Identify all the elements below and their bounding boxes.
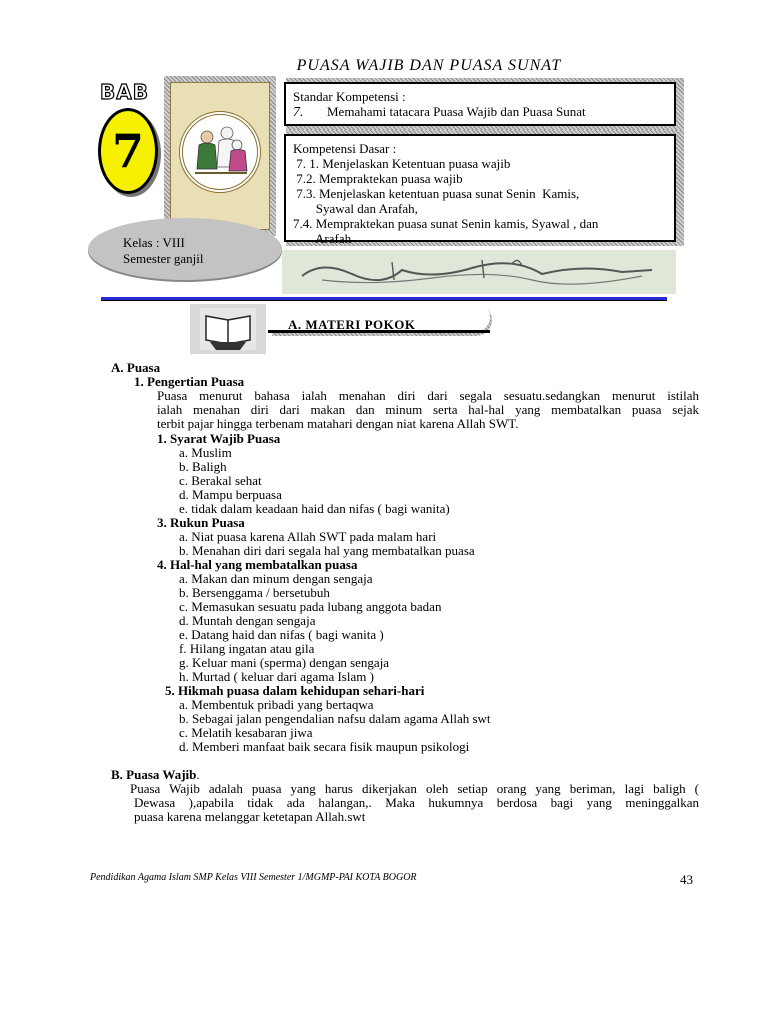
list-item: d. Mampu berpuasa: [179, 487, 282, 502]
paragraph-line: Dewasa ),apabila tidak ada halangan,. Maka hukumnya berdosa bagi yang meninggalkan: [134, 795, 699, 810]
kompetensi-item: 7.2. Mempraktekan puasa wajib: [293, 171, 463, 186]
calligraphy-banner: [282, 250, 676, 294]
list-item: e. Datang haid dan nifas ( bagi wanita ): [179, 627, 384, 642]
list-item: b. Sebagai jalan pengendalian nafsu dalam agama Allah swt: [179, 711, 491, 726]
page-number: 43: [680, 872, 693, 887]
book-icon-frame: [190, 304, 266, 354]
list-item: a. Niat puasa karena Allah SWT pada malam hari: [179, 529, 437, 544]
bab-label: BAB: [100, 80, 149, 104]
paragraph-line: Puasa menurut bahasa ialah menahan diri dari segala sesuatu.sedangkan menurut istilah: [157, 388, 699, 403]
paragraph-line: terbit pajar hingga terbenam matahari dengan niat karena Allah SWT.: [157, 416, 519, 431]
section-b-suffix: .: [196, 767, 200, 782]
kelas-info: [123, 235, 204, 267]
kompetensi-item: Arafah: [293, 231, 352, 246]
standar-number: 7.: [293, 105, 304, 120]
hikmah-heading: 5. Hikmah puasa dalam kehidupan sehari-hari: [165, 683, 425, 698]
syarat-heading: 1. Syarat Wajib Puasa: [157, 431, 281, 446]
list-item: f. Hilang ingatan atau gila: [179, 641, 315, 656]
standar-item: [293, 104, 667, 120]
list-item: d. Muntah dengan sengaja: [179, 613, 316, 628]
list-item: b. Bersenggama / bersetubuh: [179, 585, 330, 600]
list-item: a. Membentuk pribadi yang bertaqwa: [179, 697, 374, 712]
batal-heading: 4. Hal-hal yang membatalkan puasa: [157, 557, 358, 572]
chapter-number: 7: [111, 124, 144, 178]
kompetensi-item: 7.4. Mempraktekan puasa sunat Senin kamis, Syawal , dan: [293, 216, 599, 231]
kompetensi-item: Syawal dan Arafah,: [293, 201, 418, 216]
paragraph-line: ialah menahan diri dari makan dan minum serta hal-hal yang membatalkan puasa sejak: [157, 402, 699, 417]
paragraph-line: puasa karena melanggar ketetapan Allah.swt: [134, 809, 366, 824]
list-item: b. Baligh: [179, 459, 227, 474]
pengertian-heading: 1. Pengertian Puasa: [134, 374, 245, 389]
section-divider: [101, 297, 667, 301]
kompetensi-item: 7.3. Menjelaskan ketentuan puasa sunat Senin Kamis,: [293, 186, 580, 201]
section-b-heading: [111, 768, 200, 782]
section-b-title: B. Puasa Wajib: [111, 767, 197, 782]
list-item: a. Makan dan minum dengan sengaja: [179, 571, 373, 586]
chapter-number-badge: [98, 108, 158, 194]
list-item: d. Memberi manfaat baik secara fisik maupun psikologi: [179, 739, 470, 754]
list-item: c. Melatih kesabaran jiwa: [179, 725, 313, 740]
standar-heading: Standar Kompetensi :: [293, 89, 406, 104]
list-item: c. Berakal sehat: [179, 473, 262, 488]
paragraph-line: Puasa Wajib adalah puasa yang harus dikerjakan oleh setiap orang yang beriman, lagi baligh (: [130, 781, 699, 796]
book-icon: [190, 304, 266, 354]
list-item: b. Menahan diri dari segala hal yang membatalkan puasa: [179, 543, 475, 558]
page-title: PUASA WAJIB DAN PUASA SUNAT: [296, 57, 562, 74]
list-item: g. Keluar mani (sperma) dengan sengaja: [179, 655, 390, 670]
kompetensi-dasar-box: [284, 134, 676, 246]
standar-text: Memahami tatacara Puasa Wajib dan Puasa Sunat: [327, 104, 586, 119]
semester-label: Semester ganjil: [123, 251, 204, 266]
footer-text: Pendidikan Agama Islam SMP Kelas VIII Semester 1/MGMP-PAI KOTA BOGOR: [90, 872, 417, 883]
kompetensi-item: 7. 1. Menjelaskan Ketentuan puasa wajib: [293, 156, 511, 171]
kelas-label: Kelas : VIII: [123, 235, 185, 250]
illustration: [179, 111, 261, 193]
calligraphy-icon: [282, 250, 676, 294]
kompetensi-heading: Kompetensi Dasar :: [293, 141, 397, 156]
standar-kompetensi-box: [284, 82, 676, 126]
section-label: A. MATERI POKOK: [288, 317, 416, 332]
list-item: c. Memasukan sesuatu pada lubang anggota badan: [179, 599, 442, 614]
section-a-heading: A. Puasa: [111, 360, 161, 375]
rukun-heading: 3. Rukun Puasa: [157, 515, 245, 530]
praying-people-illustration: [183, 115, 257, 189]
list-item: a. Muslim: [179, 445, 232, 460]
list-item: h. Murtad ( keluar dari agama Islam ): [179, 669, 374, 684]
illustration-frame: [164, 76, 276, 236]
list-item: e. tidak dalam keadaan haid dan nifas ( bagi wanita): [179, 501, 450, 516]
illustration-border: [170, 82, 270, 230]
